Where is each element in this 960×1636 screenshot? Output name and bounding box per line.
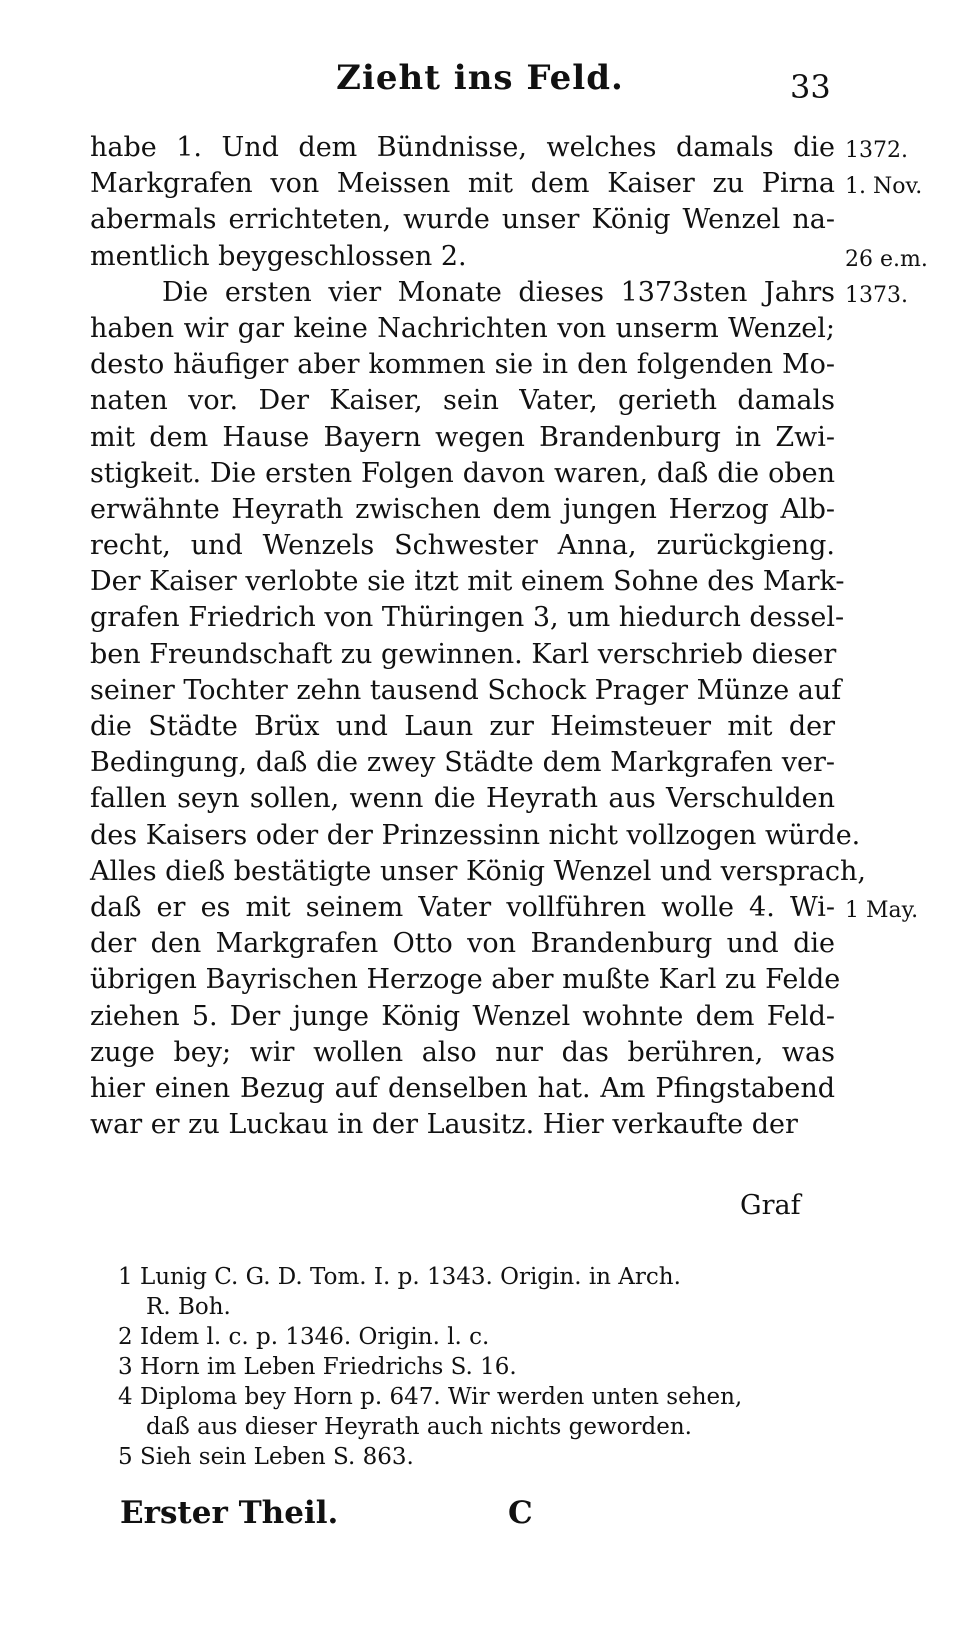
text-line: zuge bey; wir wollen also nur das berühren, was — [90, 1036, 835, 1068]
text-line: Bedingung, daß die zwey Städte dem Markgrafen ver- — [90, 747, 835, 779]
text-line: Markgrafen von Meissen mit dem Kaiser zu Pirna — [90, 168, 835, 200]
text-line: seiner Tochter zehn tausend Schock Prager Münze auf — [90, 674, 842, 706]
text-line: ziehen 5. Der junge König Wenzel wohnte dem Feld- — [90, 1000, 835, 1032]
text-line: stigkeit. Die ersten Folgen davon waren, daß die oben — [90, 457, 835, 489]
text-line: grafen Friedrich von Thüringen 3, um hiedurch dessel- — [90, 602, 845, 634]
body-text — [90, 130, 866, 1143]
footnote-line: daß aus dieser Heyrath auch nichts geworden. — [146, 1414, 692, 1440]
text-line: desto häufiger aber kommen sie in den folgenden Mo- — [90, 349, 835, 381]
text-line: Die ersten vier Monate dieses 1373sten Jahrs — [162, 276, 835, 308]
signature-label: Erster Theil. — [120, 1495, 339, 1531]
text-line: naten vor. Der Kaiser, sein Vater, gerieth damals — [90, 385, 835, 417]
catchword: Graf — [740, 1190, 801, 1221]
footnote-line: 5 Sieh sein Leben S. 863. — [118, 1444, 414, 1470]
text-line: erwähnte Heyrath zwischen dem jungen Herzog Alb- — [90, 493, 835, 525]
margin-note: 1372. — [845, 138, 908, 163]
footnote-line: 3 Horn im Leben Friedrichs S. 16. — [118, 1354, 517, 1380]
signature-mark: C — [508, 1495, 533, 1531]
text-line: Der Kaiser verlobte sie itzt mit einem Sohne des Mark- — [90, 566, 845, 598]
footnote-line: 4 Diploma bey Horn p. 647. Wir werden unten sehen, — [118, 1384, 743, 1410]
text-line: Alles dieß bestätigte unser König Wenzel und versprach, — [90, 855, 866, 887]
margin-note: 26 e.m. — [845, 246, 928, 272]
text-line: daß er es mit seinem Vater vollführen wolle 4. Wi- — [90, 891, 835, 923]
margin-note: 1373. — [845, 282, 908, 308]
text-line: mentlich beygeschlossen 2. — [90, 240, 467, 272]
text-line: habe 1. Und dem Bündnisse, welches damals die — [90, 132, 835, 163]
footnotes — [118, 1262, 838, 1472]
margin-note: 1 May. — [845, 898, 919, 924]
footnote-line: R. Boh. — [146, 1294, 231, 1320]
text-line: abermals errichteten, wurde unser König Wenzel na- — [90, 204, 835, 236]
page-number: 33 — [790, 68, 831, 106]
text-line: der den Markgrafen Otto von Brandenburg und die — [90, 928, 835, 960]
footnote-line: 1 Lunig C. G. D. Tom. I. p. 1343. Origin. in Arch. — [118, 1264, 681, 1290]
text-line: recht, und Wenzels Schwester Anna, zurückgieng. — [90, 530, 835, 562]
footnote-line: 2 Idem l. c. p. 1346. Origin. l. c. — [118, 1324, 490, 1350]
text-line: hier einen Bezug auf denselben hat. Am Pfingstabend — [90, 1072, 835, 1104]
text-line: war er zu Luckau in der Lausitz. Hier verkaufte der — [90, 1109, 798, 1141]
text-line: haben wir gar keine Nachrichten von unserm Wenzel; — [90, 312, 835, 344]
text-line: ben Freundschaft zu gewinnen. Karl verschrieb dieser — [90, 638, 837, 670]
text-line: die Städte Brüx und Laun zur Heimsteuer mit der — [90, 711, 835, 742]
text-line: fallen seyn sollen, wenn die Heyrath aus Verschulden — [90, 783, 835, 815]
text-line: übrigen Bayrischen Herzoge aber mußte Karl zu Felde — [90, 964, 841, 996]
margin-note: 1. Nov. — [845, 174, 923, 200]
text-line: mit dem Hause Bayern wegen Brandenburg in Zwi- — [90, 421, 835, 453]
running-title: Zieht ins Feld. — [336, 58, 624, 98]
text-line: des Kaisers oder der Prinzessinn nicht vollzogen würde. — [90, 819, 861, 851]
